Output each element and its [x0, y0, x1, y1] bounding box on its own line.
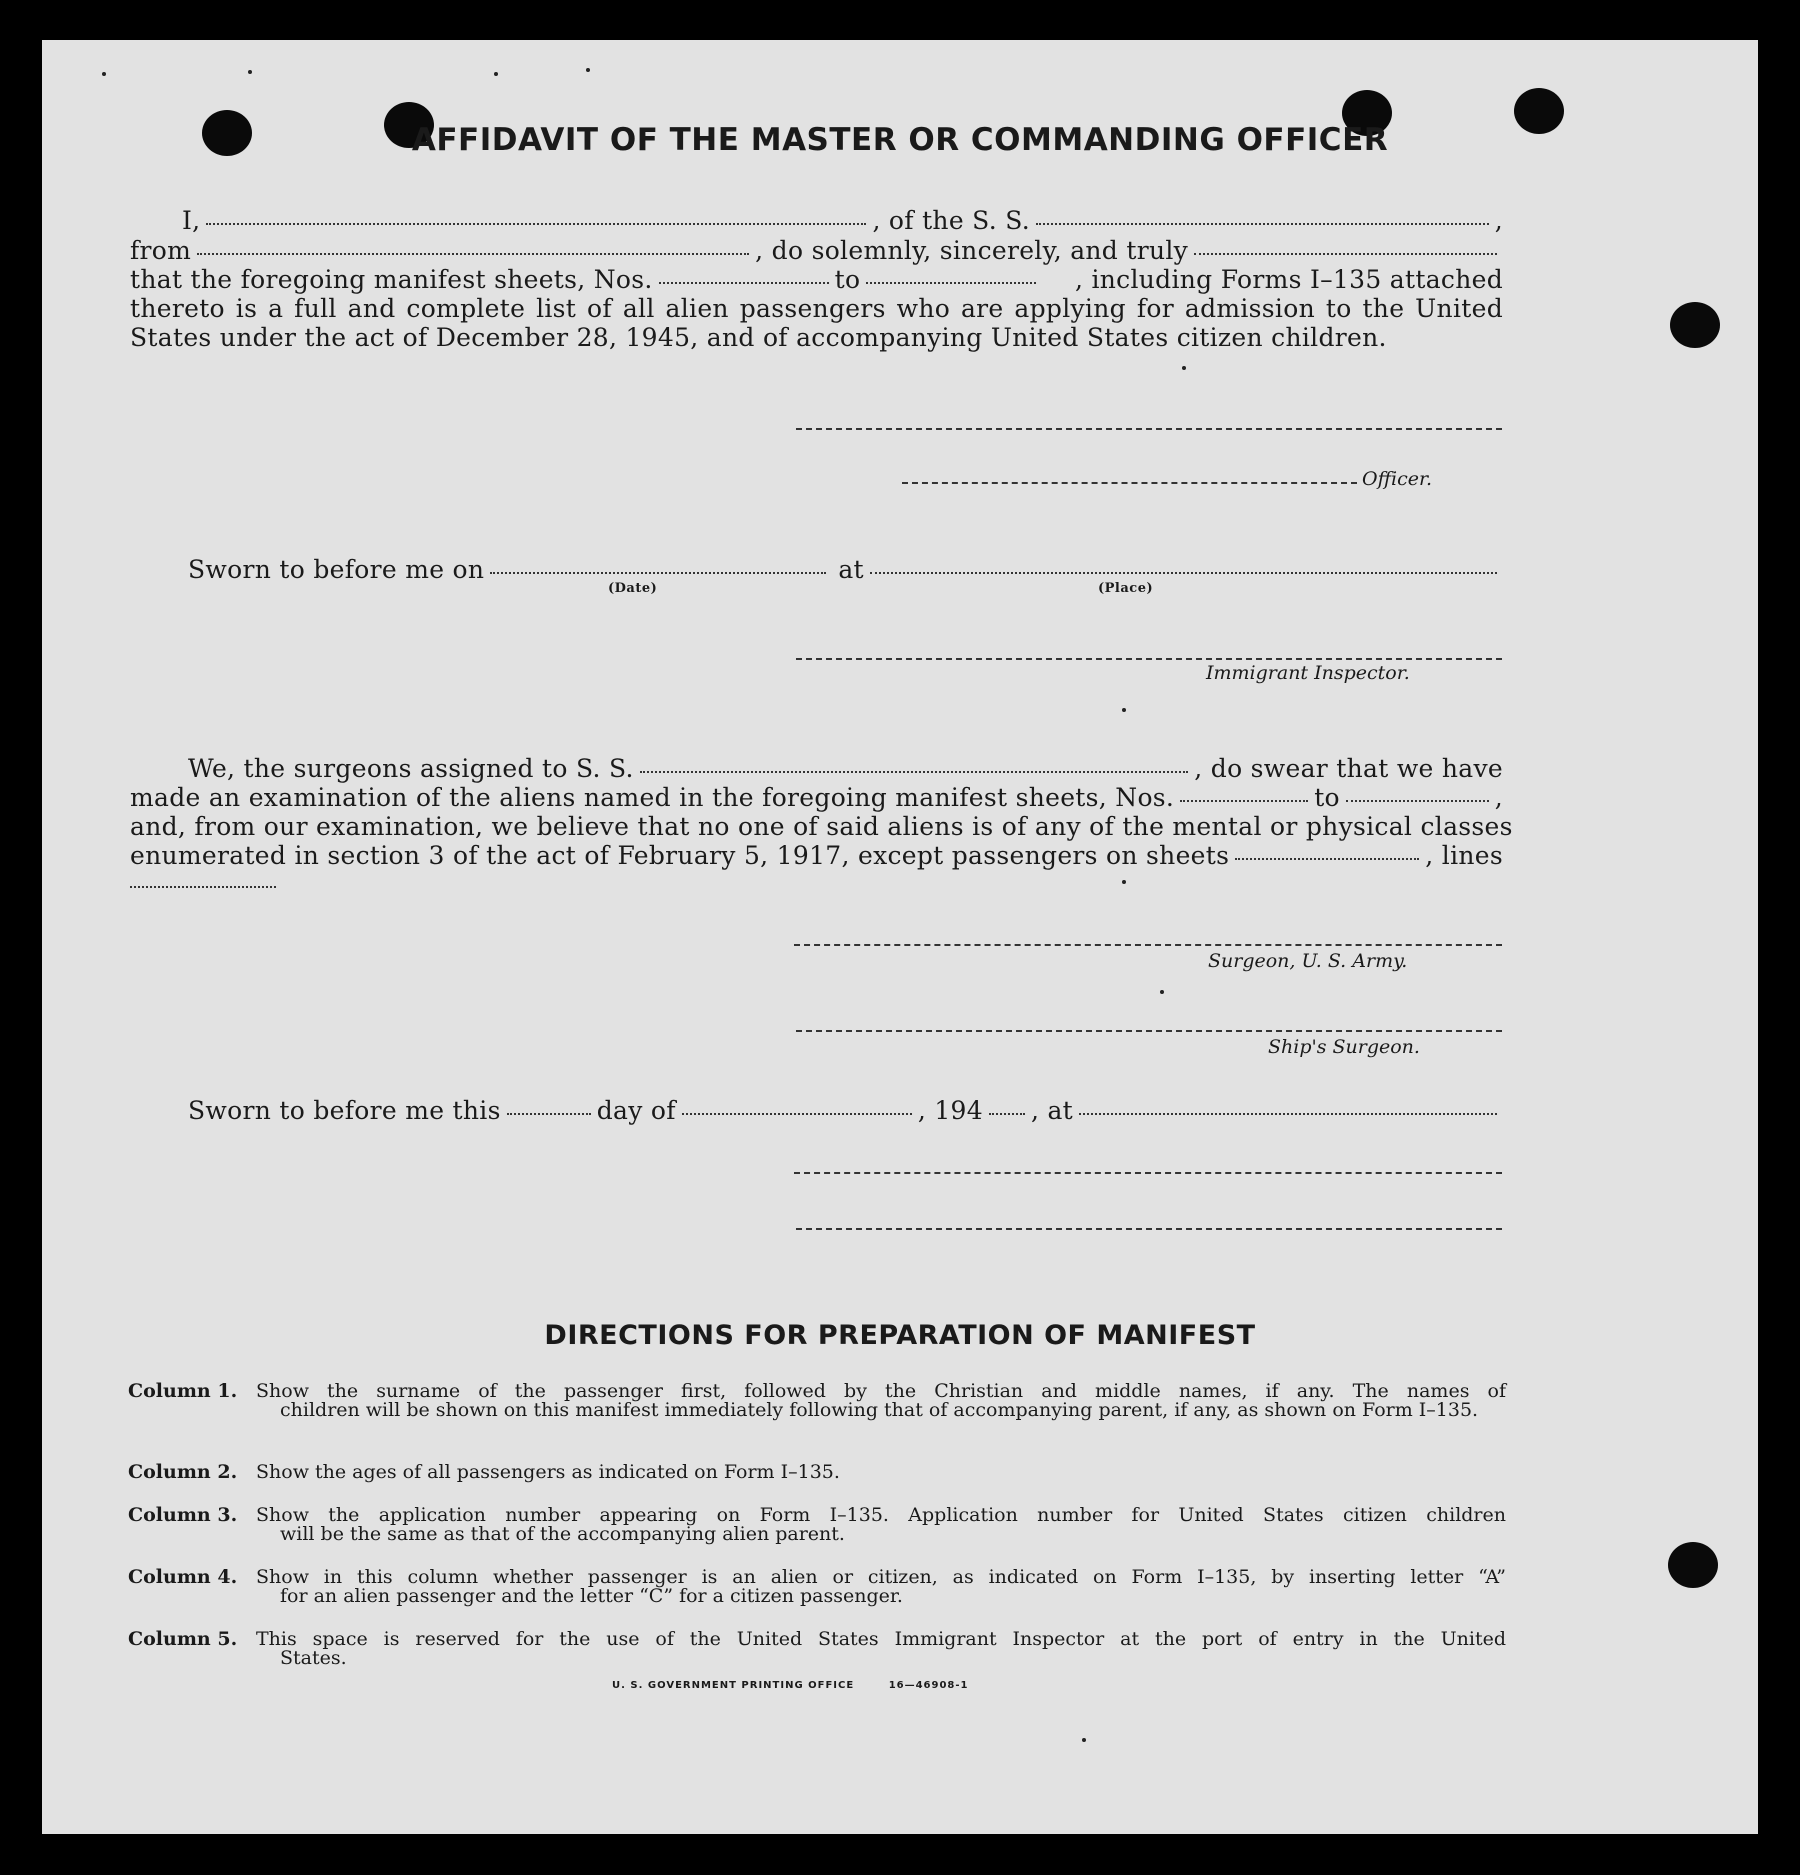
exam-sheet-from-field[interactable]	[1180, 800, 1308, 802]
sworn-place-2-field[interactable]	[1079, 1113, 1497, 1115]
text-examination: made an examination of the aliens named in the foregoing manifest sheets, Nos.	[130, 783, 1175, 812]
text-from: from	[130, 236, 192, 265]
text-i: I,	[182, 206, 201, 235]
text-at-2: , at	[1030, 1096, 1074, 1125]
punch-hole	[1670, 302, 1720, 348]
text-at: at	[838, 555, 864, 584]
speck	[494, 72, 498, 76]
officer-name-field[interactable]	[206, 223, 866, 225]
text-sworn-this: Sworn to before me this	[188, 1096, 501, 1125]
speck	[1082, 1738, 1086, 1742]
ships-surgeon-signature-line[interactable]	[796, 1030, 1502, 1032]
text-comma-2: ,	[1494, 783, 1503, 812]
officer-title-line[interactable]	[902, 482, 1357, 484]
printer-footer	[612, 1680, 969, 1691]
affidavit-line-4	[130, 294, 1503, 323]
sheet-from-field[interactable]	[659, 282, 829, 284]
text-surgeons-3: and, from our examination, we believe that no one of said aliens is of any of the mental or physical classes	[130, 812, 1513, 841]
text-year: , 194	[917, 1096, 983, 1125]
text-line-4: thereto is a full and complete list of all alien passengers who are applying for admission to the United	[130, 294, 1503, 323]
text-solemnly: , do solemnly, sincerely, and truly	[755, 236, 1189, 265]
inspector-label: Immigrant Inspector.	[1206, 662, 1410, 684]
officer-label: Officer.	[1362, 468, 1433, 490]
from-port-field[interactable]	[197, 253, 749, 255]
surgeons-line-4	[130, 841, 1503, 870]
place-caption: (Place)	[1098, 581, 1154, 596]
direction-item	[128, 1382, 1506, 1438]
except-lines-field[interactable]	[130, 886, 276, 888]
direction-item	[128, 1463, 1506, 1485]
surgeon-ship-field[interactable]	[640, 771, 1188, 773]
speck	[586, 68, 590, 72]
ship-name-field[interactable]	[1036, 223, 1489, 225]
direction-text-first: Show the ages of all passengers as indicated on Form I–135.	[256, 1461, 840, 1483]
direction-text-rest: for an alien passenger and the letter “C” for a citizen passenger.	[280, 1585, 903, 1607]
text-day-of: day of	[596, 1096, 676, 1125]
form-number: 16—46908-1	[888, 1680, 969, 1691]
direction-text-rest: States.	[280, 1647, 347, 1669]
speck	[1122, 708, 1126, 712]
sheet-to-field[interactable]	[866, 282, 1036, 284]
text-line-5: States under the act of December 28, 1945, and of accompanying United States citizen children.	[130, 323, 1387, 352]
affidavit-line-5	[130, 323, 1503, 352]
text-to: to	[834, 265, 861, 294]
affidavit-line-3	[130, 265, 1503, 294]
speck	[102, 72, 106, 76]
inspector-signature-line[interactable]	[796, 658, 1502, 660]
direction-item	[128, 1630, 1506, 1670]
text-including: , including Forms I–135 attached	[1074, 265, 1503, 294]
army-surgeon-signature-line[interactable]	[794, 944, 1502, 946]
speck	[248, 70, 252, 74]
direction-label: Column 2.	[128, 1461, 238, 1483]
directions-title: DIRECTIONS FOR PREPARATION OF MANIFEST	[544, 1320, 1256, 1351]
exam-sheet-to-field[interactable]	[1346, 800, 1489, 802]
surgeons-line-1	[130, 754, 1503, 783]
printer-name: U. S. GOVERNMENT PRINTING OFFICE	[612, 1680, 855, 1691]
punch-hole	[1668, 1542, 1718, 1588]
text-enumerated: enumerated in section 3 of the act of February 5, 1917, except passengers on sheets	[130, 841, 1230, 870]
sworn-year-field[interactable]	[989, 1113, 1025, 1115]
direction-label: Column 3.	[128, 1504, 238, 1526]
sworn-title-line[interactable]	[796, 1228, 1502, 1230]
text-sworn-on: Sworn to before me on	[188, 555, 485, 584]
direction-label: Column 1.	[128, 1380, 238, 1402]
speck	[1160, 990, 1164, 994]
affidavit-title: AFFIDAVIT OF THE MASTER OR COMMANDING OFFICER	[411, 122, 1389, 158]
text-surgeons-assigned: We, the surgeons assigned to S. S.	[188, 754, 634, 783]
sworn-place-field[interactable]	[870, 572, 1497, 574]
text-do-swear: , do swear that we have	[1194, 754, 1503, 783]
form-page	[42, 40, 1758, 1834]
speck	[1182, 366, 1186, 370]
except-sheets-field[interactable]	[1235, 858, 1419, 860]
affidavit-line-2	[130, 236, 1503, 265]
oath-type-field[interactable]	[1194, 253, 1497, 255]
text-comma: ,	[1494, 206, 1503, 235]
direction-text-first: This space is reserved for the use of the United States Immigrant Inspector at the port of entry in the United	[256, 1628, 1506, 1650]
speck	[1122, 880, 1126, 884]
direction-item	[128, 1506, 1506, 1546]
affidavit-line-1	[130, 206, 1503, 235]
sworn-signature-line[interactable]	[794, 1172, 1502, 1174]
ships-surgeon-label: Ship's Surgeon.	[1268, 1036, 1420, 1058]
direction-text-rest: will be the same as that of the accompanying alien parent.	[280, 1523, 845, 1545]
direction-text-rest: children will be shown on this manifest immediately following that of accompanying parent, if any, as shown on Form I–135.	[280, 1399, 1479, 1421]
text-to-2: to	[1314, 783, 1340, 812]
army-surgeon-label: Surgeon, U. S. Army.	[1208, 950, 1408, 972]
sworn-month-field[interactable]	[682, 1113, 912, 1115]
direction-text-first: Show the surname of the passenger first, followed by the Christian and middle names, if any. The names of	[256, 1380, 1506, 1402]
direction-item	[128, 1568, 1506, 1608]
sworn-line-1	[130, 555, 1503, 584]
direction-label: Column 5.	[128, 1628, 238, 1650]
surgeons-line-3	[130, 812, 1513, 841]
text-of-ss: , of the S. S.	[872, 206, 1030, 235]
sworn-date-field[interactable]	[490, 572, 826, 574]
direction-text-first: Show the application number appearing on Form I–135. Application number for United States citizen children	[256, 1504, 1506, 1526]
sworn-line-2	[130, 1096, 1503, 1125]
officer-signature-line[interactable]	[796, 428, 1502, 430]
text-manifest-sheets: that the foregoing manifest sheets, Nos.	[130, 265, 653, 294]
sworn-day-field[interactable]	[507, 1113, 591, 1115]
direction-text-first: Show in this column whether passenger is an alien or citizen, as indicated on Form I–135, by inserting letter “A”	[256, 1566, 1506, 1588]
date-caption: (Date)	[608, 581, 658, 596]
direction-label: Column 4.	[128, 1566, 238, 1588]
text-lines: , lines	[1425, 841, 1503, 870]
surgeons-line-2	[130, 783, 1503, 812]
